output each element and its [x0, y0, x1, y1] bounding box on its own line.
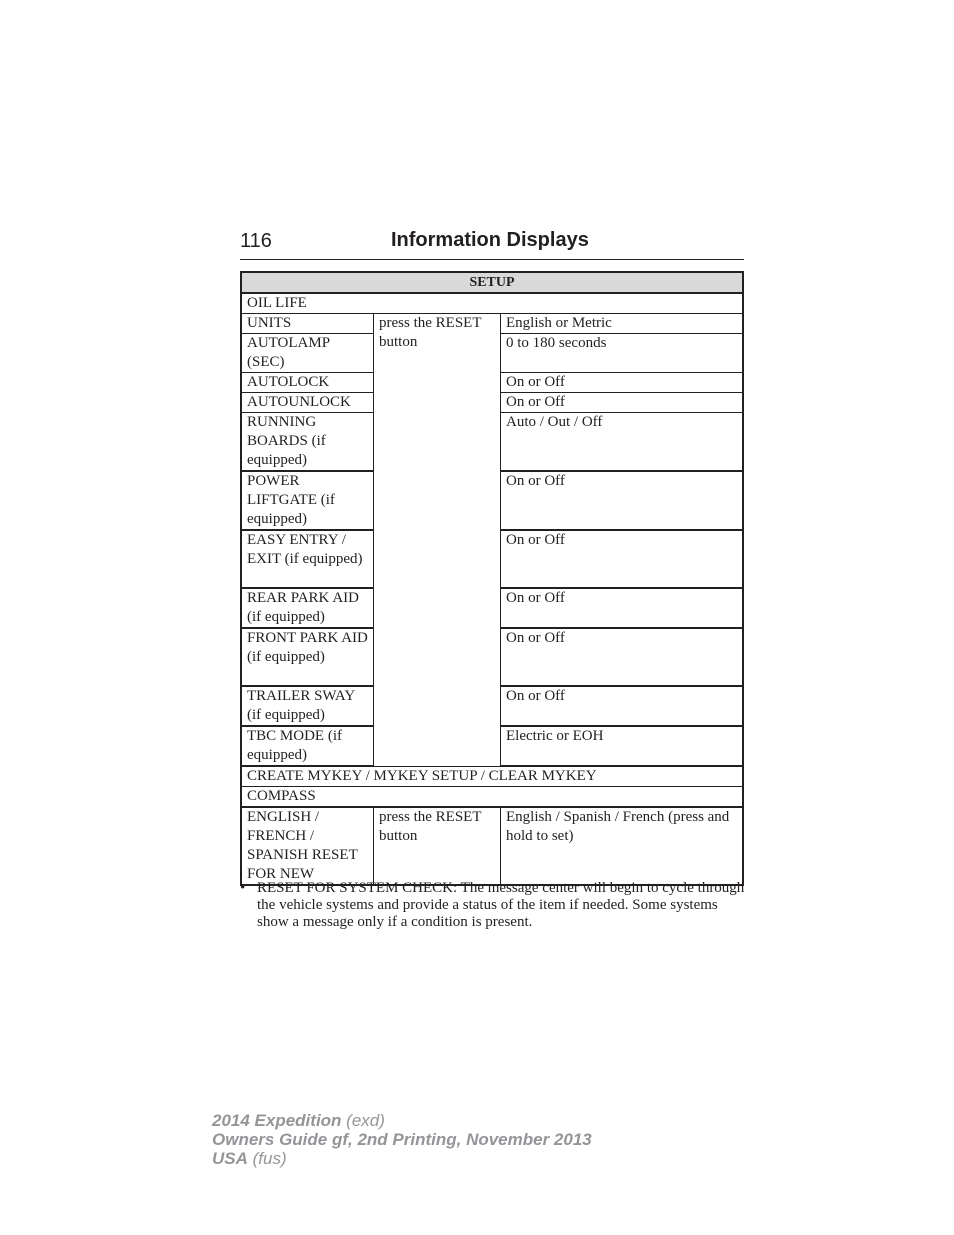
- footer-model-code: (exd): [346, 1111, 385, 1130]
- table-cell-value: On or Off: [501, 471, 744, 530]
- table-cell-action: press the RESET button: [374, 314, 501, 767]
- setup-table: [240, 271, 744, 886]
- section-title: Information Displays: [391, 229, 589, 251]
- table-cell-item: REAR PARK AID (if equipped): [241, 588, 374, 628]
- table-cell-value: On or Off: [501, 393, 744, 413]
- table-cell-item: AUTOLOCK: [241, 373, 374, 393]
- table-cell-value: On or Off: [501, 628, 744, 686]
- table-cell-action: press the RESET button: [374, 807, 501, 885]
- footer-line-market: [212, 1149, 592, 1168]
- table-cell-value: English / Spanish / French (press and hold to set): [501, 807, 744, 885]
- footer-market: USA: [212, 1149, 248, 1168]
- table-row-compass: COMPASS: [241, 787, 743, 808]
- table-cell-item: RUNNING BOARDS (if equipped): [241, 413, 374, 472]
- page-number: 116: [240, 230, 272, 252]
- table-cell-value: 0 to 180 seconds: [501, 334, 744, 373]
- note-text: RESET FOR SYSTEM CHECK: The message center will begin to cycle through the vehicle systems and provide a status of the item if needed. Some systems show a message only if a condition is present.: [257, 880, 745, 930]
- table-cell-value: On or Off: [501, 373, 744, 393]
- table-row-oil-life: OIL LIFE: [241, 293, 743, 314]
- table-cell-value: English or Metric: [501, 314, 744, 334]
- table-cell-item: TBC MODE (if equipped): [241, 726, 374, 766]
- footer-model: 2014 Expedition: [212, 1111, 342, 1130]
- table-row-mykey: CREATE MYKEY / MYKEY SETUP / CLEAR MYKEY: [241, 767, 743, 787]
- table-cell-item: ENGLISH / FRENCH / SPANISH RESET FOR NEW: [241, 807, 374, 885]
- footer-line-model: [212, 1111, 592, 1130]
- table-cell-item: TRAILER SWAY (if equipped): [241, 686, 374, 726]
- table-cell-item: EASY ENTRY / EXIT (if equipped): [241, 530, 374, 588]
- footer-market-code: (fus): [252, 1149, 287, 1168]
- page-footer: [212, 1111, 592, 1168]
- table-cell-value: On or Off: [501, 530, 744, 588]
- table-cell-value: Auto / Out / Off: [501, 413, 744, 472]
- table-cell-value: Electric or EOH: [501, 726, 744, 766]
- table-cell-value: On or Off: [501, 686, 744, 726]
- table-cell-item: FRONT PARK AID (if equipped): [241, 628, 374, 686]
- bullet-marker: •: [240, 880, 246, 896]
- table-cell-item: AUTOLAMP (SEC): [241, 334, 374, 373]
- reset-note: [240, 880, 750, 931]
- page-header: [240, 228, 744, 260]
- table-cell-item: UNITS: [241, 314, 374, 334]
- table-cell-item: POWER LIFTGATE (if equipped): [241, 471, 374, 530]
- table-cell-item: AUTOUNLOCK: [241, 393, 374, 413]
- table-cell-value: On or Off: [501, 588, 744, 628]
- table-title: SETUP: [241, 272, 743, 293]
- footer-guide: Owners Guide gf, 2nd Printing, November 2013: [212, 1130, 592, 1149]
- footer-line-guide: [212, 1130, 592, 1149]
